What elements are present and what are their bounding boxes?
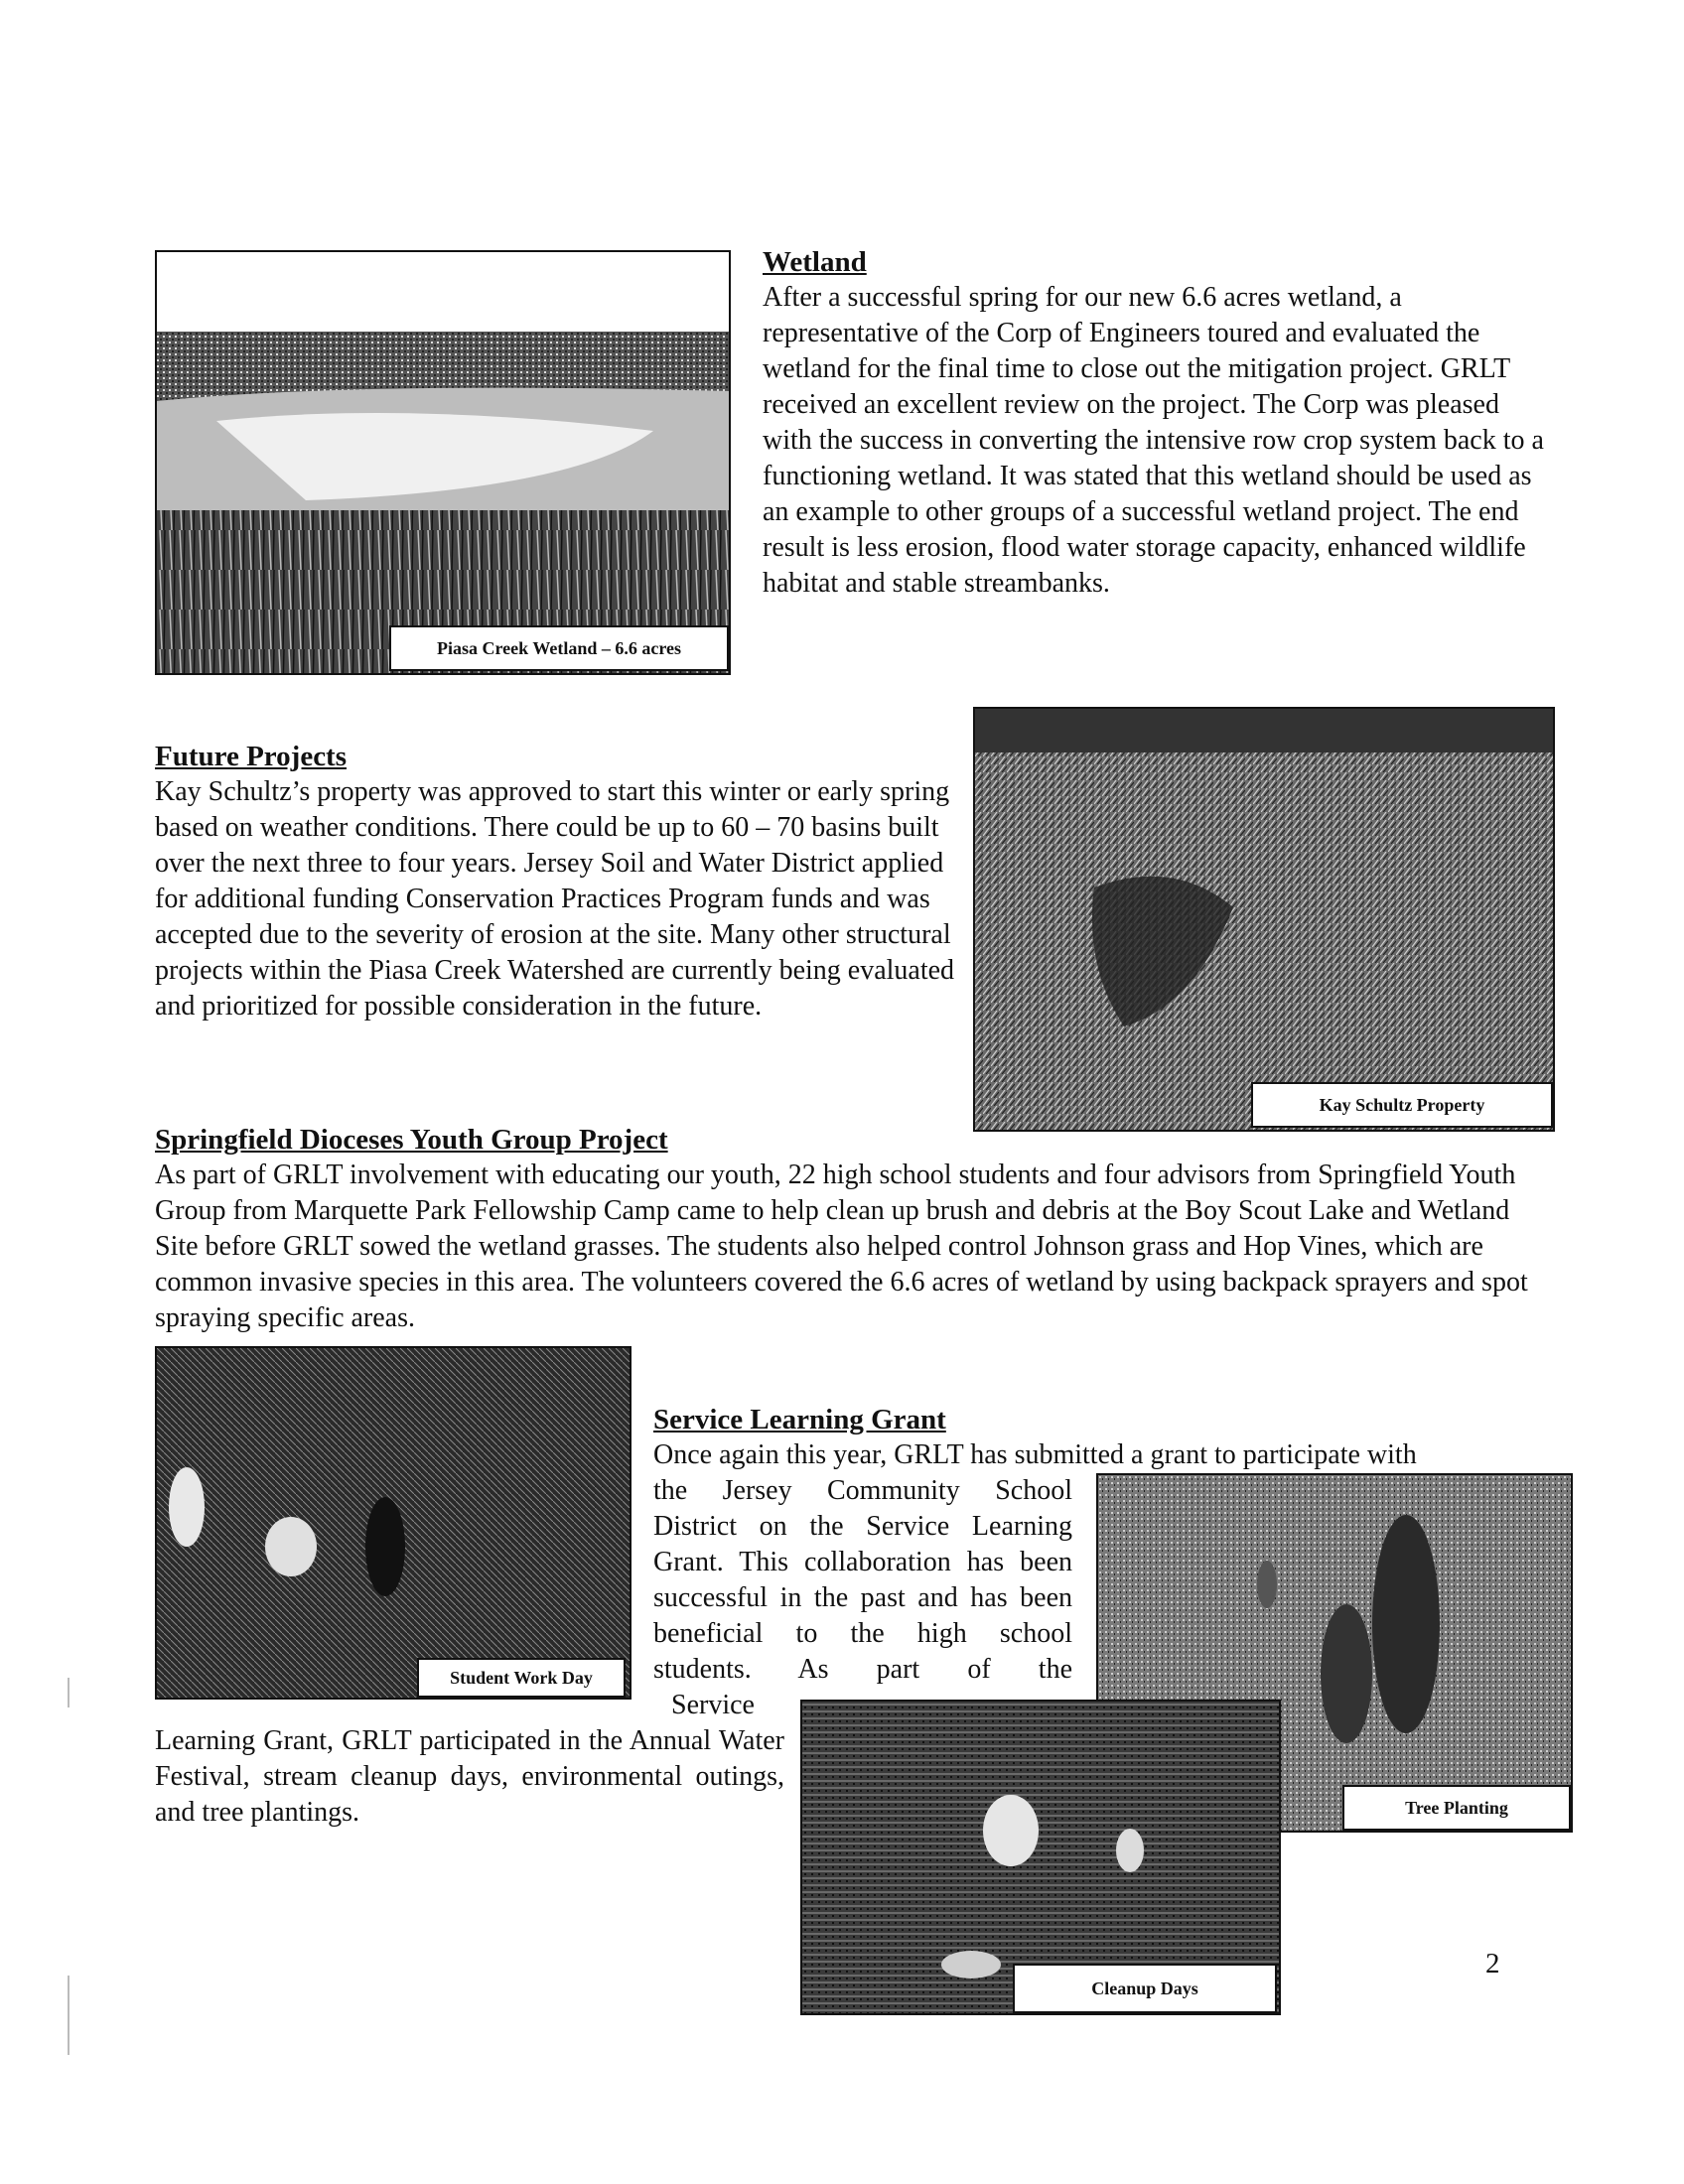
youth-group-body: As part of GRLT involvement with educating our youth, 22 high school students and four advisors from Springfield Youth Group from Marquette Park Fellowship Camp came to help clean up brush and debris at the Boy Scout Lake and Wetland Site before GRLT sowed the wetland grasses. The students also helped control Johnson grass and Hop Vines, which are common invasive species in this area. The volunteers covered the 6.6 acres of wetland by using backpack sprayers and spot spraying specific areas. xyxy=(155,1160,1528,1333)
kay-schultz-photo-caption: Kay Schultz Property xyxy=(1251,1082,1553,1128)
student-work-day-photo-caption: Student Work Day xyxy=(417,1658,626,1698)
service-learning-heading-block xyxy=(653,1402,1551,1473)
student-work-day-photo-image xyxy=(157,1348,630,1698)
service-learning-heading: Service Learning Grant xyxy=(653,1404,946,1435)
service-learning-body-end: Learning Grant, GRLT participated in the Annual Water Festival, stream cleanup days, environmental outings, and tree plantings. xyxy=(155,1725,784,1828)
future-projects-body: Kay Schultz’s property was approved to start this winter or early spring based on weather conditions. There could be up to 60 – 70 basins built over the next three to four years. Jersey Soil and Water District applied for additional funding Conservation Practices Program funds and was accepted due to the severity of erosion at the site. Many other structural projects within the Piasa Creek Watershed are currently being evaluated and prioritized for possible consideration in the future. xyxy=(155,776,955,1022)
future-projects-heading: Future Projects xyxy=(155,741,348,772)
service-learning-narrow-block xyxy=(653,1473,1072,1688)
wetland-photo-image xyxy=(157,252,729,673)
wetland-photo-caption: Piasa Creek Wetland – 6.6 acres xyxy=(389,625,729,671)
wetland-heading: Wetland xyxy=(763,246,867,278)
wetland-body: After a successful spring for our new 6.6 acres wetland, a representative of the Corp of Engineers toured and evaluated the wetland for the final time to close out the mitigation project. GRLT received an excellent review on the project. The Corp was pleased with the success in converting the intensive row crop system back to a functioning wetland. It was stated that this wetland should be used as an example to other groups of a successful wetland project. The end result is less erosion, flood water storage capacity, enhanced wildlife habitat and stable streambanks. xyxy=(763,282,1544,599)
scan-mark xyxy=(68,1976,70,2055)
future-projects-section xyxy=(155,739,965,1024)
service-learning-line1: Once again this year, GRLT has submitted a grant to participate with xyxy=(653,1439,1417,1470)
kay-schultz-photo-image xyxy=(975,709,1553,1130)
tree-planting-photo-caption: Tree Planting xyxy=(1342,1785,1571,1831)
student-work-day-photo xyxy=(155,1346,632,1700)
service-learning-word-service: Service xyxy=(671,1690,755,1720)
youth-group-section xyxy=(155,1122,1551,1336)
service-learning-end-block xyxy=(155,1723,784,1831)
scan-mark xyxy=(68,1678,70,1707)
wetland-section xyxy=(763,244,1547,602)
cleanup-days-photo-caption: Cleanup Days xyxy=(1013,1964,1277,2013)
youth-group-heading: Springfield Dioceses Youth Group Project xyxy=(155,1124,668,1156)
page-number: 2 xyxy=(1485,1948,1500,1979)
wetland-photo xyxy=(155,250,731,675)
cleanup-days-photo xyxy=(800,1700,1281,2015)
kay-schultz-photo xyxy=(973,707,1555,1132)
service-learning-body-narrow: the Jersey Community School District on the Service Learning Grant. This collaboration has been successful in the past and has been beneficial to the high school students. As part of the xyxy=(653,1475,1072,1685)
